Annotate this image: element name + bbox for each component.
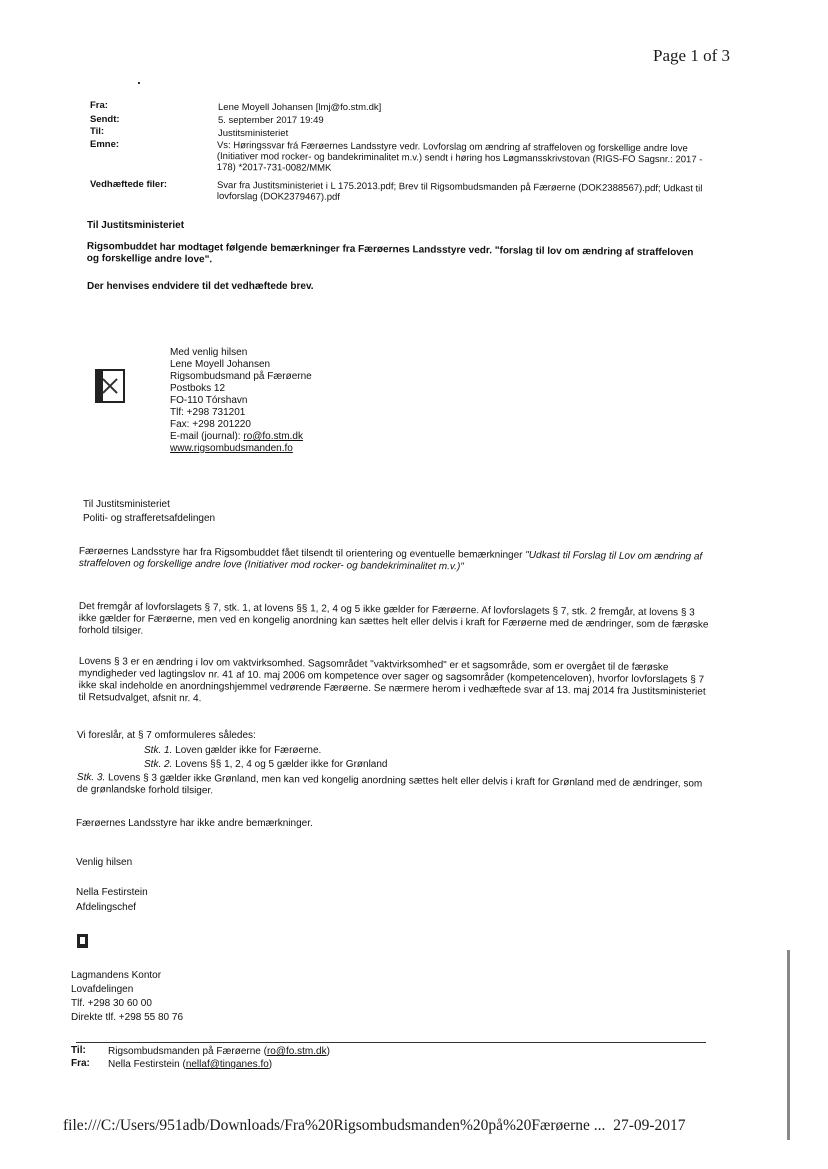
signature-phone: Tlf: +298 731201 xyxy=(170,407,246,418)
proposal-stk-2 xyxy=(144,759,387,771)
stk-1-label: Stk. 1. xyxy=(144,745,173,756)
sender-direct-phone: Direkte tlf. +298 55 80 76 xyxy=(71,1012,184,1023)
signature-city: FO-110 Tórshavn xyxy=(170,395,248,406)
routing-to-value xyxy=(108,1046,330,1058)
signature-office: Rigsombudsmand på Færøerne xyxy=(170,371,312,382)
subject-label: Emne: xyxy=(90,139,120,150)
routing-from-label: Fra: xyxy=(71,1058,90,1069)
routing-from-suffix: ) xyxy=(268,1059,273,1070)
letter-greeting: Venlig hilsen xyxy=(76,857,133,868)
proposal-stk-1 xyxy=(144,745,321,757)
scan-edge-line xyxy=(787,950,790,1140)
letter-to-line-1: Til Justitsministeriet xyxy=(83,499,170,510)
routing-to-label: Til: xyxy=(71,1045,86,1056)
letter-to-line-2: Politi- og strafferetsafdelingen xyxy=(83,513,216,524)
sent-label: Sendt: xyxy=(90,114,120,125)
signature-email-line xyxy=(170,431,312,443)
routing-from-email-link[interactable]: nellaf@tinganes.fo xyxy=(185,1059,269,1070)
from-label: Fra: xyxy=(90,100,108,111)
routing-to-email-link[interactable]: ro@fo.stm.dk xyxy=(266,1046,327,1057)
attachments-label: Vedhæftede filer: xyxy=(90,179,168,190)
stk-1-text: Loven gælder ikke for Færøerne. xyxy=(172,745,322,756)
bill-title: "Udkast til Forslag til Lov om ændring af straffeloven og forskellige andre love (Initiativer mod rocker- og bandekriminalitet m.v.)" xyxy=(78,549,703,573)
sender-office: Lagmandens Kontor xyxy=(71,970,162,981)
footer-date: 27-09-2017 xyxy=(613,1117,686,1134)
subject-value: Vs: Høringssvar frá Færøernes Landsstyre vedr. Lovforslag om ændring af straffeloven og forskellige andre love (Initiativer mod rocker- og bandekriminalitet m.v.) sendt i høring hos Løgmansskrivstovan (RIGS-FO Sagsnr.: 2017 - 178) *2017-731-0082/MMK xyxy=(216,140,703,174)
routing-from-text: Nella Festirstein ( xyxy=(108,1059,186,1070)
attachments-value: Svar fra Justitsministeriet i L 175.2013.pdf; Brev til Rigsombudsmanden på Færøerne (DOK2388567).pdf; Udkast til lovforslag (DOK2379467).pdf xyxy=(216,180,703,203)
signer-name: Nella Festirstein xyxy=(76,887,148,898)
letter-paragraph-2: Det fremgår af lovforslagets § 7, stk. 1, at lovens §§ 1, 2, 4 og 5 ikke gælder for Færøerne. Af lovforslagets § 7, stk. 2 fremgår, at lovens § 3 ikke gælder for Færøerne, men ved en kongelig anordning kan sættes helt eller delvis i kraft for Færøerne med de ændringer, som de færøske forhold tilsiger. xyxy=(78,601,709,637)
routing-to-text: Rigsombudsmanden på Færøerne ( xyxy=(108,1046,267,1057)
to-label: Til: xyxy=(90,126,105,137)
stk-2-label: Stk. 2. xyxy=(144,759,173,770)
to-value: Justitsministeriet xyxy=(218,128,289,139)
from-value: Lene Moyell Johansen [lmj@fo.stm.dk] xyxy=(218,102,382,113)
proposal-intro: Vi foreslår, at § 7 omformuleres således: xyxy=(77,730,256,741)
signer-title: Afdelingschef xyxy=(76,902,137,913)
stk-3-label: Stk. 3. xyxy=(76,772,106,784)
signature-email-prefix: E-mail (journal): xyxy=(170,431,244,442)
routing-to-suffix: ) xyxy=(326,1046,330,1057)
closing-remark: Færøernes Landsstyre har ikke andre bemærkninger. xyxy=(76,818,313,829)
logo-icon xyxy=(77,934,88,948)
sent-value: 5. september 2017 19:49 xyxy=(218,115,324,126)
letter-paragraph-3: Lovens § 3 er en ændring i lov om vaktvirksomhed. Sagsområdet "vaktvirksomhed" er et sagsområde, som er overgået til de færøske myndigheder ved lagtingslov nr. 41 af 10. maj 2006 om kompetence over sager og sagsområder (kompetenceloven), hvorfor lovforslagets § 7 ikke skal indeholde en anordningshjemmel vedrørende Færøerne. Se nærmere herom i vedhæftede svar af 13. maj 2014 fra Justitsministeriet til Retsudvalget, afsnit nr. 4. xyxy=(78,656,706,705)
signature-street: Postboks 12 xyxy=(170,383,226,394)
routing-from-value xyxy=(108,1059,272,1071)
footer xyxy=(63,1117,686,1135)
intro-paragraph-2: Der henvises endvidere til det vedhæftede brev. xyxy=(87,281,314,292)
stk-2-text: Lovens §§ 1, 2, 4 og 5 gælder ikke for Grønland xyxy=(172,759,388,770)
sender-phone: Tlf. +298 30 60 00 xyxy=(71,998,152,1009)
stk-3-text: Lovens § 3 gælder ikke Grønland, men kan ved kongelig anordning sættes helt eller delvis i kraft for Grønland med de ændringer, som de grønlandske forhold tilsiger. xyxy=(76,772,703,797)
divider xyxy=(76,1042,706,1043)
intro-salutation: Til Justitsministeriet xyxy=(87,220,185,231)
scan-speck xyxy=(138,82,140,84)
signature-fax: Fax: +298 201220 xyxy=(170,419,251,430)
signature-name: Lene Moyell Johansen xyxy=(170,359,271,370)
signature-email-link[interactable]: ro@fo.stm.dk xyxy=(243,431,303,442)
footer-file-path: file:///C:/Users/951adb/Downloads/Fra%20Rigsombudsmanden%20på%20Færøerne ... xyxy=(63,1117,606,1134)
letter-paragraph-1 xyxy=(79,546,709,575)
letter-paragraph-1-text: Færøernes Landsstyre har fra Rigsombuddet fået tilsendt til orientering og eventuelle bemærkninger xyxy=(78,546,526,561)
signature-website-link[interactable]: www.rigsombudsmanden.fo xyxy=(170,443,293,454)
signature-greeting: Med venlig hilsen xyxy=(170,347,248,358)
intro-paragraph-1: Rigsombuddet har modtaget følgende bemærkninger fra Færøernes Landsstyre vedr. "forslag til lov om ændring af straffeloven og forskellige andre love". xyxy=(86,241,694,266)
sender-dept: Lovafdelingen xyxy=(71,984,134,995)
proposal-stk-3 xyxy=(77,772,707,803)
page-number: Page 1 of 3 xyxy=(653,46,730,65)
broken-image-icon xyxy=(95,369,125,403)
signature-block xyxy=(170,347,312,455)
